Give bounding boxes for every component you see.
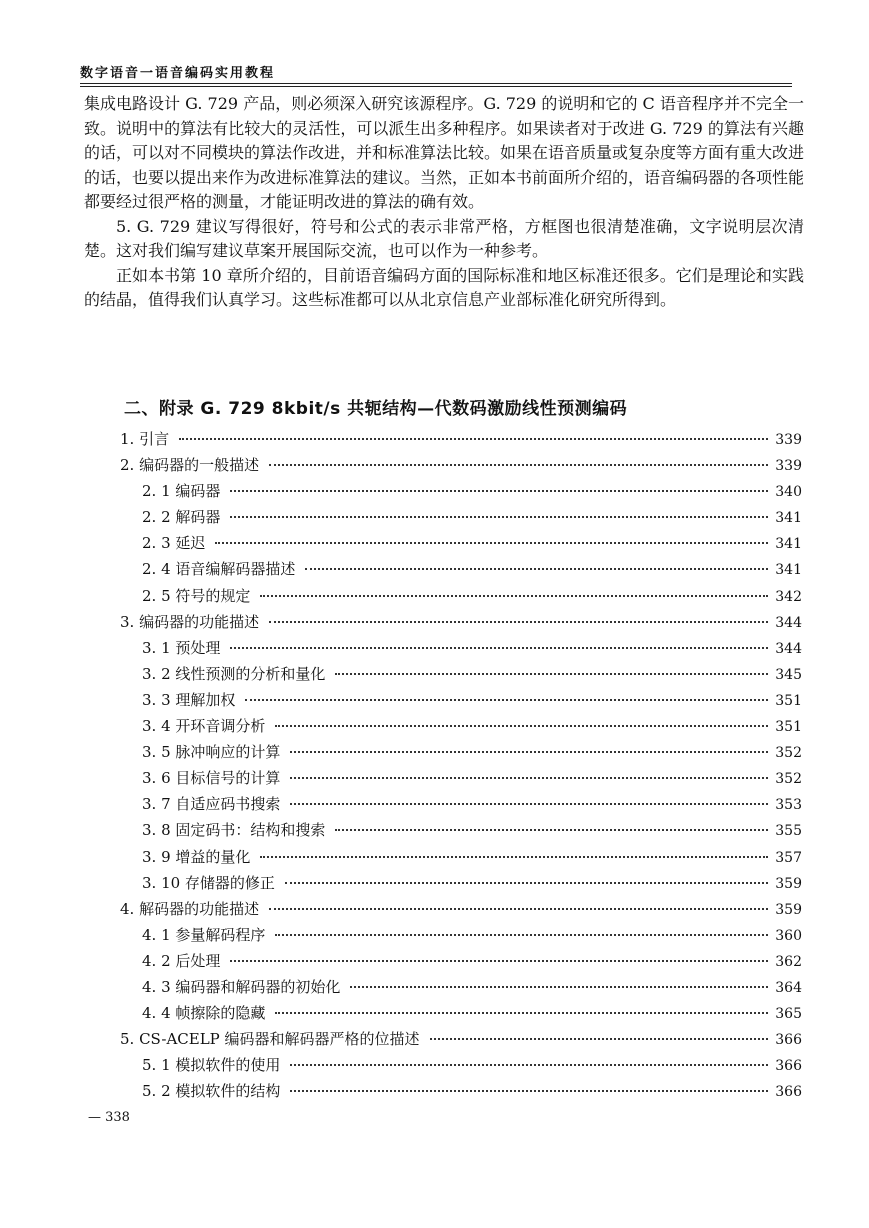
toc-entry-label: 5. 1 模拟软件的使用 (142, 1056, 281, 1075)
toc-entry-label: 3. 8 固定码书：结构和搜索 (142, 821, 326, 840)
toc-entry (120, 585, 802, 611)
toc-leader-dots (269, 908, 768, 910)
toc-entry (120, 611, 802, 637)
toc-leader-dots (230, 490, 768, 492)
paragraph-2: 5. G. 729 建议写得很好，符号和公式的表示非常严格，方框图也很清楚准确，文字说明层次清楚。这对我们编写建议草案开展国际交流，也可以作为一种参考。 (84, 216, 804, 260)
page-number: — 338 (88, 1110, 130, 1125)
toc-entry (120, 428, 802, 454)
toc-entry-page: 360 (775, 927, 802, 944)
toc-entry-page: 359 (775, 901, 802, 918)
toc-entry (120, 689, 802, 715)
toc-entry (120, 1028, 802, 1054)
toc-entry (120, 976, 802, 1002)
toc-entry-page: 341 (775, 536, 802, 553)
toc-entry-label: 3. 4 开环音调分析 (142, 717, 266, 736)
toc-entry-page: 359 (775, 875, 802, 892)
toc-entry-page: 366 (775, 1084, 802, 1101)
toc-leader-dots (269, 621, 768, 623)
toc-entry-page: 362 (775, 953, 802, 970)
header-rule (80, 83, 792, 87)
toc-entry-page: 345 (775, 666, 802, 683)
toc-entry (120, 846, 802, 872)
toc-entry-page: 366 (775, 1058, 802, 1075)
toc-leader-dots (179, 438, 768, 440)
toc-entry-label: 2. 4 语音编解码器描述 (142, 560, 296, 579)
toc-entry-label: 5. 2 模拟软件的结构 (142, 1082, 281, 1101)
toc-entry-page: 344 (775, 614, 802, 631)
toc-entry-label: 2. 5 符号的规定 (142, 586, 251, 605)
toc-entry-page: 344 (775, 640, 802, 657)
toc-leader-dots (230, 960, 768, 962)
toc-leader-dots (290, 751, 768, 753)
toc-entry-label: 4. 2 后处理 (142, 951, 221, 970)
toc-entry-label: 3. 编码器的功能描述 (120, 612, 260, 631)
toc-entry-label: 3. 10 存储器的修正 (142, 873, 275, 892)
toc-leader-dots (290, 1090, 768, 1092)
toc-leader-dots (230, 516, 768, 518)
toc-leader-dots (245, 699, 768, 701)
toc-entry-page: 352 (775, 745, 802, 762)
toc-entry-page: 340 (775, 484, 802, 501)
toc-entry-label: 1. 引言 (120, 430, 170, 448)
toc-leader-dots (430, 1038, 768, 1040)
toc-leader-dots (215, 542, 768, 544)
toc-entry-page: 339 (775, 432, 802, 448)
toc-entry (120, 872, 802, 898)
toc-leader-dots (290, 1064, 768, 1066)
toc-entry-page: 364 (775, 979, 802, 996)
toc-entry (120, 767, 802, 793)
toc-entry (120, 532, 802, 558)
toc-entry-label: 2. 3 延迟 (142, 534, 206, 553)
toc-entry (120, 1080, 802, 1106)
table-of-contents (120, 428, 802, 1106)
toc-entry-label: 4. 1 参量解码程序 (142, 925, 266, 944)
toc-entry (120, 898, 802, 924)
toc-leader-dots (285, 882, 768, 884)
toc-leader-dots (260, 595, 768, 597)
toc-entry-page: 341 (775, 562, 802, 579)
running-header: 数字语音一语音编码实用教程 (80, 66, 276, 81)
toc-entry-page: 351 (775, 692, 802, 709)
toc-entry-label: 2. 2 解码器 (142, 508, 221, 527)
toc-entry (120, 637, 802, 663)
toc-entry-label: 4. 4 帧擦除的隐藏 (142, 1004, 266, 1023)
toc-entry-page: 342 (775, 588, 802, 605)
toc-entry (120, 480, 802, 506)
toc-entry-label: 3. 3 理解加权 (142, 690, 236, 709)
toc-entry-label: 3. 1 预处理 (142, 638, 221, 657)
toc-entry-page: 355 (775, 823, 802, 840)
toc-entry (120, 1002, 802, 1028)
toc-leader-dots (269, 464, 768, 466)
toc-entry (120, 741, 802, 767)
toc-entry-label: 3. 9 增益的量化 (142, 847, 251, 866)
appendix-title: 二、附录 G. 729 8kbit/s 共轭结构—代数码激励线性预测编码 (124, 399, 628, 419)
toc-entry-page: 339 (775, 458, 802, 475)
toc-entry-page: 365 (775, 1006, 802, 1023)
toc-leader-dots (350, 986, 768, 988)
toc-entry-label: 3. 5 脉冲响应的计算 (142, 743, 281, 762)
toc-leader-dots (260, 856, 768, 858)
toc-entry (120, 1054, 802, 1080)
toc-entry-label: 2. 编码器的一般描述 (120, 456, 260, 475)
toc-entry-page: 353 (775, 797, 802, 814)
toc-entry-page: 341 (775, 510, 802, 527)
toc-entry (120, 506, 802, 532)
paragraph-1: 集成电路设计 G. 729 产品，则必须深入研究该源程序。G. 729 的说明和它的 C 语音程序并不完全一致。说明中的算法有比较大的灵活性，可以派生出多种程序。如果读者对于改进 G. 729 的算法有兴趣的话，可以对不同模块的算法作改进，并和标准算法比较。如果在语音质量或复杂度等方面有重大改进的话，也要以提出来作为改进标准算法的建议。当然，正如本书前面所介绍的，语音编码器的各项性能都要经过很严格的测量，才能证明改进的算法的确有效。 (84, 94, 805, 211)
toc-entry-page: 352 (775, 771, 802, 788)
toc-entry-page: 366 (775, 1032, 802, 1049)
toc-leader-dots (275, 725, 768, 727)
toc-leader-dots (230, 647, 768, 649)
toc-entry-page: 357 (775, 849, 802, 866)
toc-entry-label: 4. 解码器的功能描述 (120, 899, 260, 918)
toc-entry-label: 5. CS-ACELP 编码器和解码器严格的位描述 (120, 1030, 420, 1049)
toc-entry (120, 793, 802, 819)
toc-entry (120, 454, 802, 480)
toc-entry-label: 3. 7 自适应码书搜索 (142, 795, 281, 814)
toc-entry (120, 950, 802, 976)
paragraph-3: 正如本书第 10 章所介绍的，目前语音编码方面的国际标准和地区标准还很多。它们是理论和实践的结晶，值得我们认真学习。这些标准都可以从北京信息产业部标准化研究所得到。 (84, 265, 804, 309)
toc-entry-label: 3. 2 线性预测的分析和量化 (142, 664, 326, 683)
toc-entry-label: 2. 1 编码器 (142, 482, 221, 501)
toc-entry-page: 351 (775, 719, 802, 736)
toc-entry-label: 4. 3 编码器和解码器的初始化 (142, 977, 341, 996)
toc-leader-dots (290, 803, 768, 805)
body-text (84, 92, 804, 313)
toc-entry (120, 819, 802, 845)
toc-leader-dots (290, 777, 768, 779)
toc-entry-label: 3. 6 目标信号的计算 (142, 769, 281, 788)
toc-entry (120, 663, 802, 689)
toc-leader-dots (335, 829, 768, 831)
toc-leader-dots (305, 568, 768, 570)
toc-leader-dots (275, 1012, 768, 1014)
toc-entry (120, 558, 802, 584)
toc-leader-dots (335, 673, 768, 675)
toc-entry (120, 715, 802, 741)
toc-leader-dots (275, 934, 768, 936)
toc-entry (120, 924, 802, 950)
